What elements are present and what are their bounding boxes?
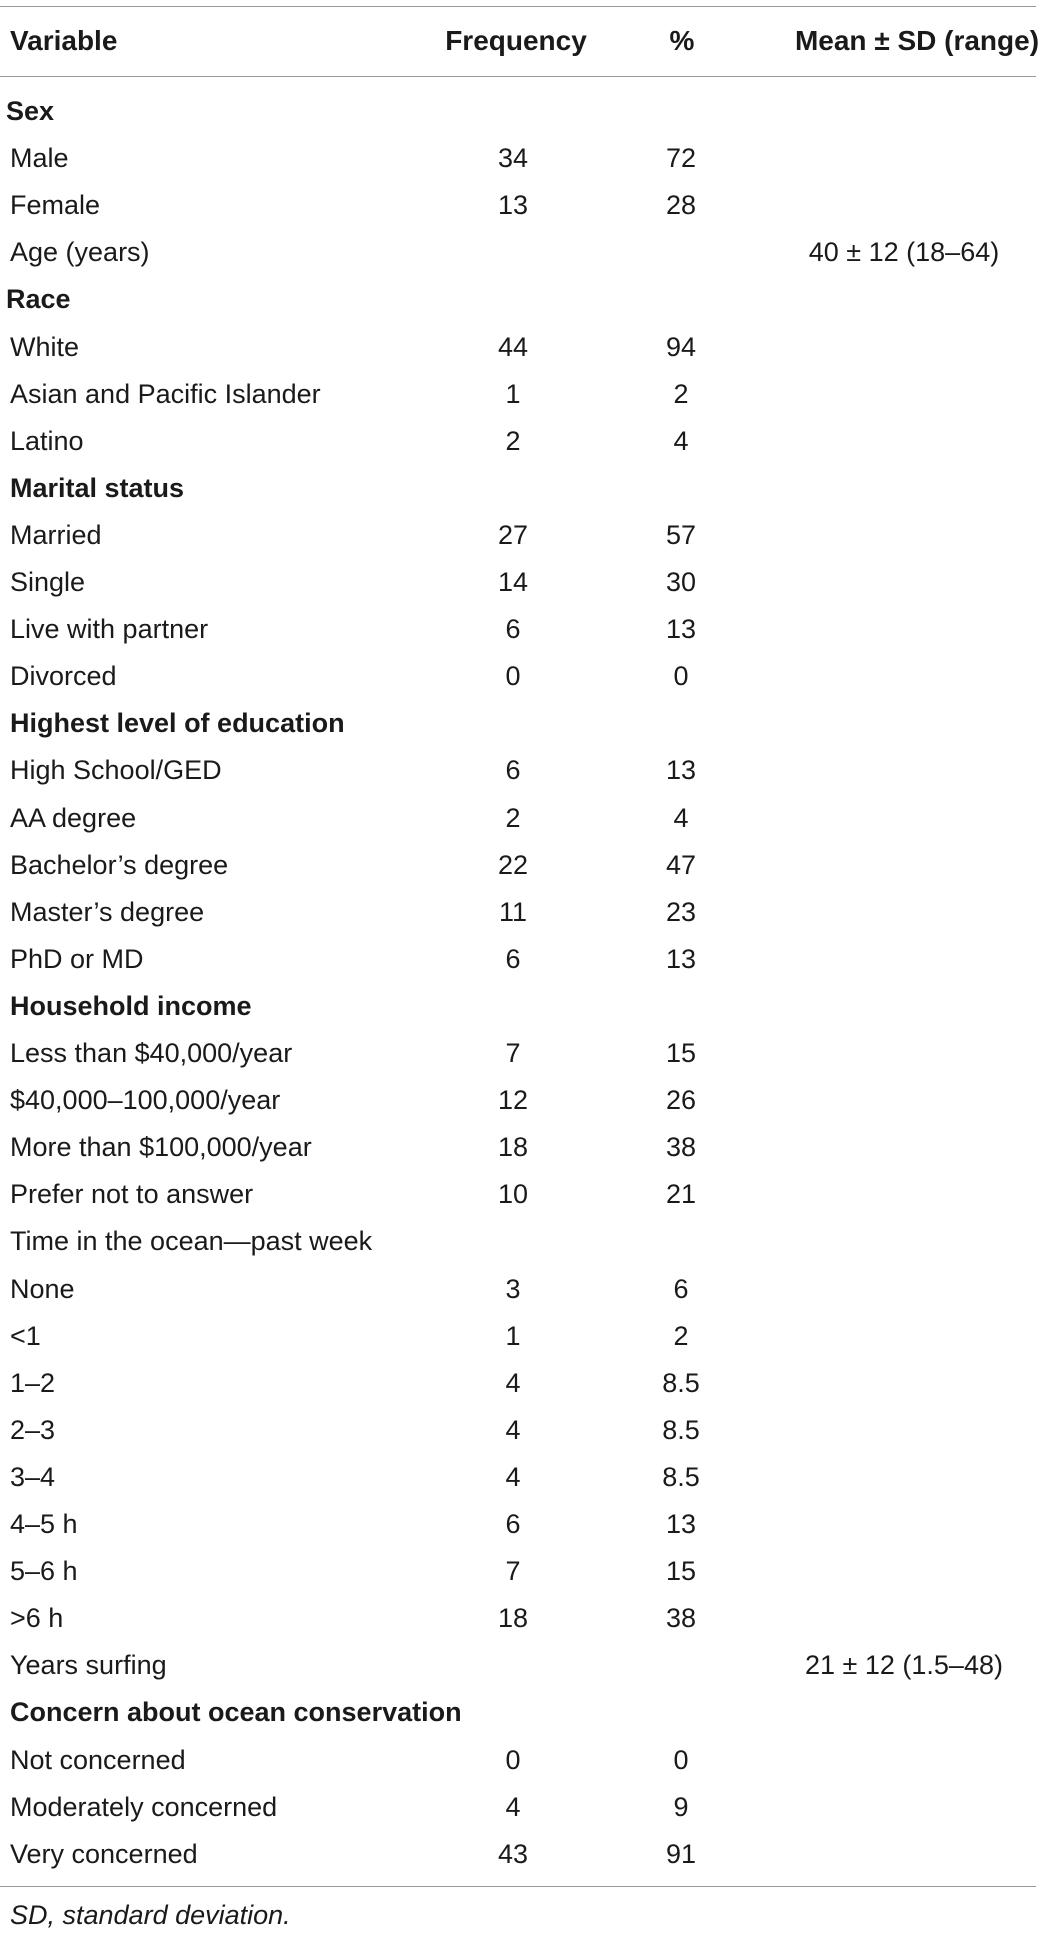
table-row — [0, 1218, 1044, 1265]
row-label: Not concerned — [10, 1744, 186, 1775]
row-label: Live with partner — [10, 614, 209, 645]
mean-sd-cell: 21 ± 12 (1.5–48) — [805, 1650, 1003, 1681]
frequency-cell: 0 — [505, 661, 521, 692]
percent-cell: 57 — [665, 519, 697, 550]
table-row — [0, 1171, 1044, 1218]
table-row — [0, 1077, 1044, 1124]
table-footnote: SD, standard deviation. — [10, 1900, 291, 1930]
table-row — [0, 606, 1044, 653]
table-row — [0, 1831, 1044, 1878]
header-rule — [0, 76, 1036, 77]
percent-cell: 13 — [665, 755, 697, 786]
table-row — [0, 324, 1044, 371]
row-label: None — [10, 1273, 75, 1304]
row-label: 4–5 h — [10, 1509, 78, 1539]
table-row — [0, 1595, 1044, 1642]
percent-cell: 91 — [665, 1838, 697, 1869]
row-label: Less than $40,000/year — [10, 1038, 293, 1068]
frequency-cell: 14 — [497, 567, 529, 597]
mean-sd-cell: 40 ± 12 (18–64) — [808, 237, 1000, 268]
percent-cell: 8.5 — [662, 1414, 700, 1445]
row-label: Master’s degree — [10, 896, 205, 927]
table-row — [0, 512, 1044, 559]
frequency-cell: 4 — [505, 1367, 521, 1398]
bottom-rule — [0, 1886, 1036, 1887]
table-row — [0, 135, 1044, 182]
table-row — [0, 936, 1044, 983]
percent-cell: 0 — [673, 661, 689, 692]
table-row — [0, 1360, 1044, 1407]
frequency-cell: 18 — [497, 1132, 529, 1163]
table-row — [0, 1548, 1044, 1595]
frequency-cell: 1 — [505, 378, 521, 409]
frequency-cell: 0 — [505, 1744, 521, 1775]
section-row — [0, 700, 1044, 747]
frequency-cell: 44 — [497, 331, 529, 362]
percent-cell: 2 — [673, 1320, 689, 1351]
header-variable: Variable — [10, 25, 118, 56]
frequency-cell: 4 — [505, 1791, 521, 1822]
section-label: Concern about ocean conservation — [10, 1697, 462, 1728]
row-label: 5–6 h — [10, 1556, 78, 1587]
percent-cell: 2 — [673, 378, 689, 409]
frequency-cell: 7 — [505, 1556, 521, 1587]
row-label: Latino — [10, 425, 84, 456]
row-label: AA degree — [10, 802, 137, 833]
row-label: Single — [10, 567, 86, 597]
percent-cell: 47 — [665, 849, 697, 880]
row-label: White — [10, 331, 80, 362]
frequency-cell: 34 — [497, 143, 529, 174]
section-row — [0, 465, 1044, 512]
table-row — [0, 1030, 1044, 1077]
percent-cell: 8.5 — [662, 1461, 700, 1492]
header-frequency: Frequency — [445, 25, 587, 56]
percent-cell: 38 — [665, 1603, 697, 1634]
percent-cell: 38 — [665, 1132, 697, 1163]
frequency-cell: 3 — [505, 1273, 521, 1304]
table-row — [0, 182, 1044, 229]
frequency-cell: 13 — [497, 190, 529, 221]
row-label: Asian and Pacific Islander — [10, 378, 321, 409]
frequency-cell: 12 — [497, 1085, 529, 1116]
percent-cell: 13 — [665, 943, 697, 974]
frequency-cell: 27 — [497, 519, 529, 550]
table-row — [0, 559, 1044, 606]
row-label: 2–3 — [10, 1414, 56, 1445]
frequency-cell: 43 — [497, 1838, 529, 1869]
row-label: Male — [10, 143, 69, 174]
table-row — [0, 1454, 1044, 1501]
table-row — [0, 1737, 1044, 1784]
row-label: $40,000–100,000/year — [10, 1085, 281, 1116]
percent-cell: 15 — [665, 1038, 697, 1068]
percent-cell: 26 — [665, 1085, 697, 1116]
percent-cell: 72 — [665, 143, 697, 174]
frequency-cell: 4 — [505, 1461, 521, 1492]
row-label: <1 — [10, 1320, 41, 1351]
frequency-cell: 1 — [505, 1320, 521, 1351]
table-row — [0, 418, 1044, 465]
table-row — [0, 1501, 1044, 1548]
section-label: Race — [6, 284, 71, 315]
percent-cell: 23 — [665, 896, 697, 927]
percent-cell: 94 — [665, 331, 697, 362]
table-row — [0, 795, 1044, 842]
frequency-cell: 6 — [505, 614, 521, 645]
table-row — [0, 653, 1044, 700]
frequency-cell: 2 — [505, 425, 521, 456]
percent-cell: 9 — [673, 1791, 689, 1822]
frequency-cell: 6 — [505, 755, 521, 786]
frequency-cell: 10 — [497, 1179, 529, 1210]
frequency-cell: 6 — [505, 1509, 521, 1539]
percent-cell: 28 — [665, 190, 697, 221]
section-label: Sex — [6, 96, 55, 126]
frequency-cell: 2 — [505, 802, 521, 833]
table-row — [0, 1642, 1044, 1689]
row-label: Divorced — [10, 661, 117, 692]
frequency-cell: 7 — [505, 1038, 521, 1068]
section-label: Marital status — [10, 472, 185, 503]
table-row — [0, 1124, 1044, 1171]
row-label: Married — [10, 519, 102, 550]
section-label: Household income — [10, 990, 252, 1021]
header-mean-sd: Mean ± SD (range) — [794, 25, 1040, 56]
table-row — [0, 842, 1044, 889]
percent-cell: 4 — [673, 802, 689, 833]
frequency-cell: 11 — [498, 896, 528, 927]
percent-cell: 30 — [665, 567, 697, 597]
header-percent: % — [669, 25, 695, 56]
percent-cell: 13 — [665, 1509, 697, 1539]
row-label: More than $100,000/year — [10, 1132, 312, 1163]
section-row — [0, 983, 1044, 1030]
table-row — [0, 1407, 1044, 1454]
percent-cell: 13 — [665, 614, 697, 645]
table-row — [0, 1313, 1044, 1360]
percent-cell: 8.5 — [662, 1367, 700, 1398]
top-rule — [0, 6, 1036, 7]
row-label: PhD or MD — [10, 943, 144, 974]
table-row — [0, 1266, 1044, 1313]
row-label: Very concerned — [10, 1838, 198, 1869]
table-row — [0, 1784, 1044, 1831]
table-row — [0, 229, 1044, 276]
percent-cell: 15 — [665, 1556, 697, 1587]
section-row — [0, 88, 1044, 135]
frequency-cell: 4 — [505, 1414, 521, 1445]
row-label: Age (years) — [10, 237, 150, 268]
section-label: Highest level of education — [10, 708, 345, 739]
row-label: >6 h — [10, 1603, 64, 1634]
percent-cell: 4 — [673, 425, 689, 456]
table-header — [0, 17, 1044, 64]
row-label: 1–2 — [10, 1367, 56, 1398]
row-label: Bachelor’s degree — [10, 849, 229, 880]
percent-cell: 0 — [673, 1744, 689, 1775]
row-label: Prefer not to answer — [10, 1179, 254, 1210]
percent-cell: 21 — [665, 1179, 697, 1210]
row-label: High School/GED — [10, 755, 222, 786]
row-label: Female — [10, 190, 101, 221]
frequency-cell: 22 — [497, 849, 529, 880]
section-row — [0, 1689, 1044, 1736]
row-label: 3–4 — [10, 1461, 56, 1492]
table-row — [0, 747, 1044, 794]
frequency-cell: 6 — [505, 943, 521, 974]
percent-cell: 6 — [673, 1273, 689, 1304]
table-row — [0, 371, 1044, 418]
section-row — [0, 276, 1044, 323]
row-label: Years surfing — [10, 1650, 167, 1681]
row-label: Moderately concerned — [10, 1791, 278, 1822]
frequency-cell: 18 — [497, 1603, 529, 1634]
table-row — [0, 889, 1044, 936]
row-label: Time in the ocean—past week — [10, 1226, 373, 1257]
